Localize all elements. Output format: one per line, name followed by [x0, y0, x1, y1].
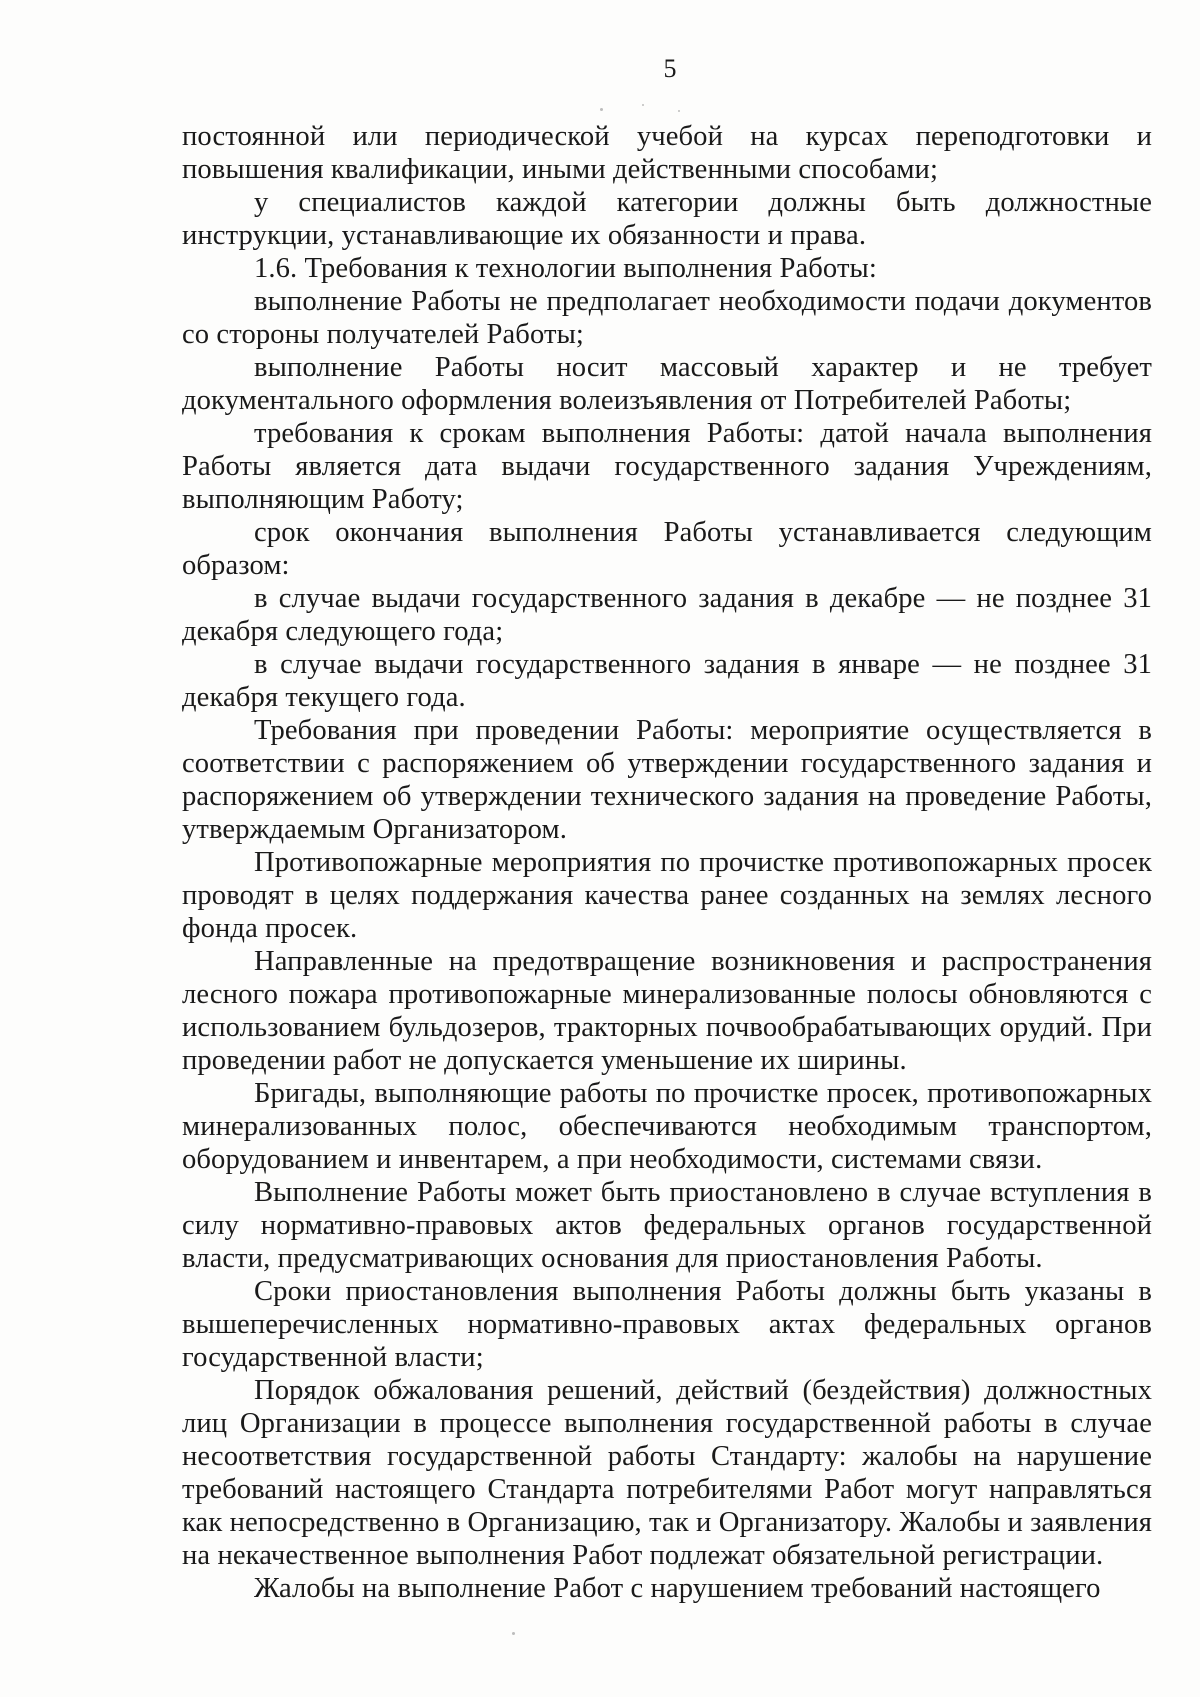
paragraph-16: Порядок обжалования решений, действий (бездействия) должностных лиц Организации в процессе выполнения государственной работы в случае несоответствия государственной работы Стандарту: жалобы на нарушение требований настоящего Стандарта потребителями Работ могут направляться как непосредственно в Организацию, так и Организатору. Жалобы и заявления на некачественное выполнения Работ подлежат обязательной регистрации.	[182, 1375, 1152, 1571]
paragraph-12: Направленные на предотвращение возникновения и распространения лесного пожара противопожарные минерализованные полосы обновляются с использованием бульдозеров, тракторных почвообрабатывающих орудий. При проведении работ не допускается уменьшение их ширины.	[182, 946, 1152, 1076]
paragraph-6: требования к срокам выполнения Работы: датой начала выполнения Работы является дата выдачи государственного задания Учреждениям, выполняющим Работу;	[182, 418, 1152, 515]
paragraph-9: в случае выдачи государственного задания в январе — не позднее 31 декабря текущего года.	[182, 649, 1152, 713]
paragraph-13: Бригады, выполняющие работы по прочистке просек, противопожарных минерализованных полос, обеспечиваются необходимым транспортом, оборудованием и инвентарем, а при необходимости, системами связи.	[182, 1078, 1152, 1175]
scan-speck	[512, 1632, 515, 1635]
scan-speck	[642, 104, 644, 106]
paragraph-5: выполнение Работы носит массовый характер и не требует документального оформления волеизъявления от Потребителей Работы;	[182, 352, 1152, 416]
paragraph-15: Сроки приостановления выполнения Работы должны быть указаны в вышеперечисленных нормативно-правовых актах федеральных органов государственной власти;	[182, 1276, 1152, 1373]
paragraph-14: Выполнение Работы может быть приостановлено в случае вступления в силу нормативно-правовых актов федеральных органов государственной власти, предусматривающих основания для приостановления Работы.	[182, 1177, 1152, 1274]
document-body	[182, 120, 1152, 1605]
section-heading-1-6: 1.6. Требования к технологии выполнения Работы:	[254, 253, 877, 284]
paragraph-8: в случае выдачи государственного задания в декабре — не позднее 31 декабря следующего года;	[182, 583, 1152, 647]
paragraph-17: Жалобы на выполнение Работ с нарушением требований настоящего	[254, 1573, 1101, 1604]
paragraph-1: постоянной или периодической учебой на курсах переподготовки и повышения квалификации, иными действенными способами;	[182, 121, 1152, 185]
page-number: 5	[663, 54, 677, 83]
paragraph-2: у специалистов каждой категории должны быть должностные инструкции, устанавливающие их обязанности и права.	[182, 187, 1152, 251]
paragraph-11: Противопожарные мероприятия по прочистке противопожарных просек проводят в целях поддержания качества ранее созданных на землях лесного фонда просек.	[182, 847, 1152, 944]
scan-speck	[678, 110, 680, 112]
paragraph-7: срок окончания выполнения Работы устанавливается следующим образом:	[182, 517, 1152, 581]
paragraph-10: Требования при проведении Работы: мероприятие осуществляется в соответствии с распоряжением об утверждении государственного задания и распоряжением об утверждении технического задания на проведение Работы, утверждаемым Организатором.	[182, 715, 1152, 845]
paragraph-4: выполнение Работы не предполагает необходимости подачи документов со стороны получателей Работы;	[182, 286, 1152, 350]
scan-speck	[600, 108, 603, 111]
